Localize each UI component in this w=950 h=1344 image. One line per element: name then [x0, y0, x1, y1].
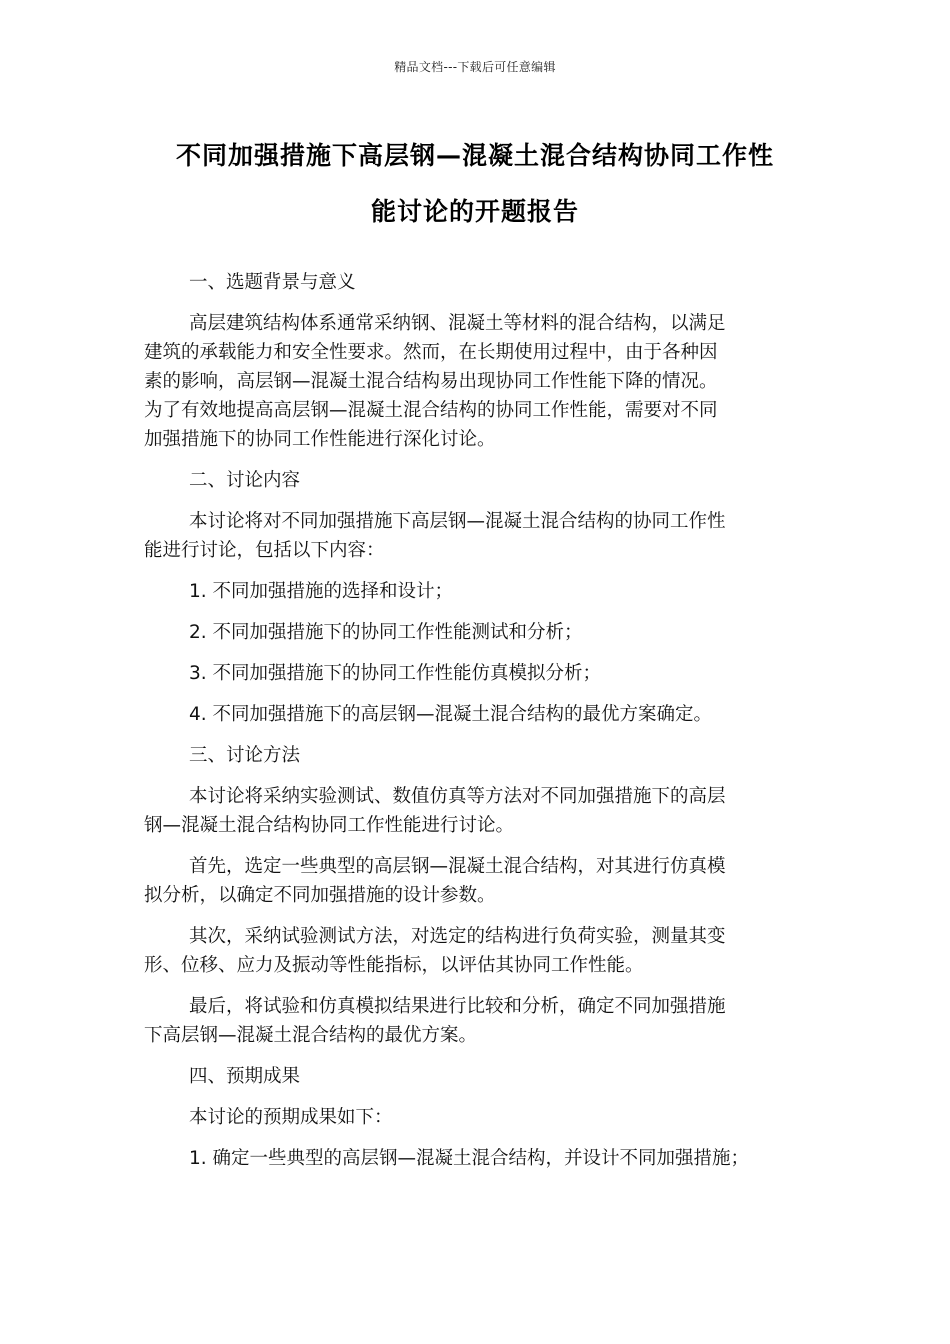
text-line: 首先，选定一些典型的高层钢—混凝土混合结构，对其进行仿真模 — [189, 856, 726, 877]
paragraph-methods-first — [144, 852, 798, 910]
paragraph-background — [144, 309, 798, 454]
list-item: 1. 不同加强措施的选择和设计； — [189, 581, 454, 602]
section-heading-background: 一、选题背景与意义 — [189, 272, 356, 293]
paragraph-methods — [144, 782, 798, 840]
paragraph-methods-last — [144, 992, 798, 1050]
text-line: 素的影响，高层钢—混凝土混合结构易出现协同工作性能下降的情况。 — [144, 371, 718, 392]
document-title — [120, 128, 830, 240]
text-line: 本讨论将对不同加强措施下高层钢—混凝土混合结构的协同工作性 — [189, 511, 726, 532]
text-line: 其次，采纳试验测试方法，对选定的结构进行负荷实验，测量其变 — [189, 926, 726, 947]
text-line: 本讨论将采纳实验测试、数值仿真等方法对不同加强措施下的高层 — [189, 786, 726, 807]
text-line: 高层建筑结构体系通常采纳钢、混凝土等材料的混合结构，以满足 — [189, 313, 726, 334]
section-heading-outcomes: 四、预期成果 — [189, 1066, 301, 1087]
list-item: 3. 不同加强措施下的协同工作性能仿真模拟分析； — [189, 663, 602, 684]
text-line: 建筑的承载能力和安全性要求。然而，在长期使用过程中，由于各种因 — [144, 342, 718, 363]
list-item: 1. 确定一些典型的高层钢—混凝土混合结构，并设计不同加强措施； — [189, 1148, 750, 1169]
list-item: 4. 不同加强措施下的高层钢—混凝土混合结构的最优方案确定。 — [189, 704, 713, 725]
text-line: 加强措施下的协同工作性能进行深化讨论。 — [144, 429, 496, 450]
text-line: 下高层钢—混凝土混合结构的最优方案。 — [144, 1025, 478, 1046]
list-item: 2. 不同加强措施下的协同工作性能测试和分析； — [189, 622, 583, 643]
paragraph-methods-second — [144, 922, 798, 980]
title-line: 不同加强措施下高层钢—混凝土混合结构协同工作性 — [175, 141, 774, 170]
text-line: 最后，将试验和仿真模拟结果进行比较和分析，确定不同加强措施 — [189, 996, 726, 1017]
text-line: 钢—混凝土混合结构协同工作性能进行讨论。 — [144, 815, 515, 836]
section-heading-content: 二、讨论内容 — [189, 470, 301, 491]
title-line: 能讨论的开题报告 — [370, 197, 579, 226]
text-line: 拟分析，以确定不同加强措施的设计参数。 — [144, 885, 496, 906]
page-header: 精品文档---下载后可任意编辑 — [394, 60, 556, 74]
section-heading-methods: 三、讨论方法 — [189, 745, 301, 766]
document-body — [144, 268, 798, 1185]
paragraph-outcomes-intro: 本讨论的预期成果如下： — [189, 1107, 393, 1128]
text-line: 形、位移、应力及振动等性能指标，以评估其协同工作性能。 — [144, 955, 644, 976]
text-line: 能进行讨论，包括以下内容： — [144, 540, 385, 561]
paragraph-content-intro — [144, 507, 798, 565]
text-line: 为了有效地提高高层钢—混凝土混合结构的协同工作性能，需要对不同 — [144, 400, 718, 421]
